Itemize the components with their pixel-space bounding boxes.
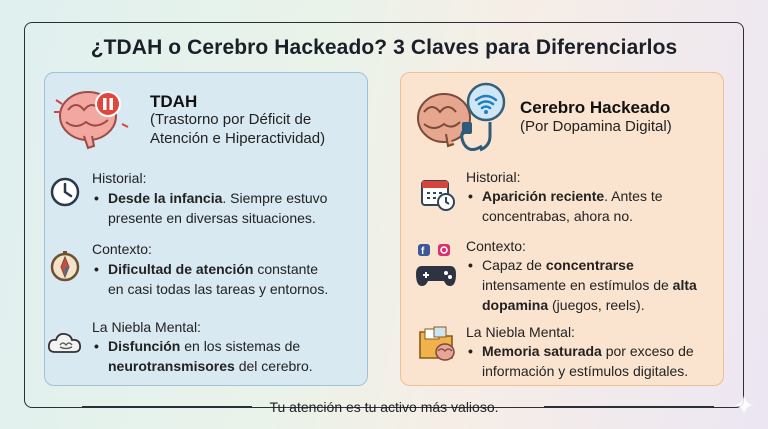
folder-brain-icon <box>418 324 458 364</box>
svg-text:f: f <box>421 246 425 257</box>
cerebro-historial-label: Historial: <box>466 169 521 185</box>
brain-pause-icon <box>54 80 130 152</box>
compass-icon <box>49 251 81 283</box>
tdah-subtitle-line1: (Trastorno por Déficit de <box>150 111 312 128</box>
cerebro-subtitle: (Por Dopamina Digital) <box>520 118 672 135</box>
tdah-contexto-text: • Dificultad de atención constante en casi todas las tareas y entornos. <box>92 259 362 299</box>
page-title: ¿TDAH o Cerebro Hackeado? 3 Claves para Diferenciarlos <box>90 36 678 59</box>
tdah-subtitle-line2: Atención e Hiperactividad) <box>150 130 326 147</box>
footer-tagline: Tu atención es tu activo más valioso. <box>269 399 499 415</box>
tdah-contexto-label: Contexto: <box>92 241 152 257</box>
calendar-icon <box>420 176 456 212</box>
cerebro-contexto-text: • Capaz de concentrarse intensamente en estímulos de alta dopamina (juegos, reels). <box>466 255 720 315</box>
brain-cloud-icon <box>47 330 83 358</box>
sparkle-icon <box>734 395 754 415</box>
tdah-heading: TDAH <box>150 92 198 111</box>
tdah-niebla-text: • Disfunción en los sistemas de neurotransmisores del cerebro. <box>92 336 362 376</box>
cerebro-contexto-label: Contexto: <box>466 238 526 254</box>
tdah-historial-text: • Desde la infancia. Siempre estuvo presente en diversas situaciones. <box>92 188 362 228</box>
gamepad-social-icon <box>416 242 458 288</box>
tdah-niebla-label: La Niebla Mental: <box>92 319 201 335</box>
cerebro-niebla-text: • Memoria saturada por exceso de información y estímulos digitales. <box>466 341 720 381</box>
tdah-historial-label: Historial: <box>92 170 147 186</box>
clock-icon <box>50 177 80 207</box>
cerebro-historial-text: • Aparición reciente. Antes te concentrabas, ahora no. <box>466 186 720 226</box>
brain-wifi-plug-icon <box>414 78 510 158</box>
cerebro-heading: Cerebro Hackeado <box>520 98 671 117</box>
cerebro-niebla-label: La Niebla Mental: <box>466 324 575 340</box>
